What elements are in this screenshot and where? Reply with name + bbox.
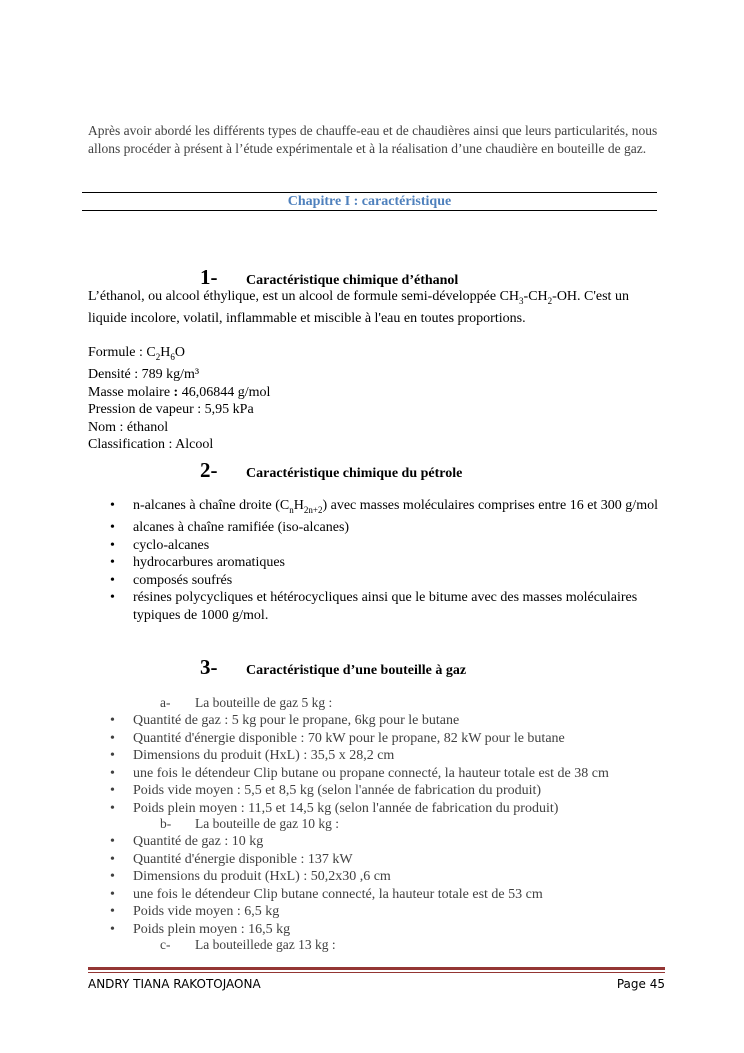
ethanol-molar-mass: Masse molaire : 46,06844 g/mol <box>88 384 271 400</box>
subsection-c-heading: c- La bouteillede gaz 13 kg : <box>160 937 336 952</box>
list-item: • Poids plein moyen : 11,5 et 14,5 kg (selon l'année de fabrication du produit) <box>108 800 668 818</box>
footer-rule-thin <box>88 972 665 973</box>
section-1-heading <box>200 265 458 290</box>
ethanol-density: Densité : 789 kg/m³ <box>88 367 200 383</box>
footer-page-number: Page 45 <box>616 977 665 991</box>
section-2-title: Caractéristique chimique du pétrole <box>246 466 463 481</box>
list-item: • résines polycycliques et hétérocycliques ainsi que le bitume avec des masses moléculaires typiques de 1000 g/mol. <box>108 589 663 624</box>
chapter-top-rule <box>82 192 657 193</box>
subsection-a-heading: a- La bouteille de gaz 5 kg : <box>160 695 333 710</box>
section-3-number: 3- <box>200 655 218 679</box>
list-item: • Quantité d'énergie disponible : 70 kW pour le propane, 82 kW pour le butane <box>108 730 668 748</box>
petrol-list <box>108 497 663 624</box>
list-item: • Dimensions du produit (HxL) : 35,5 x 28,2 cm <box>108 747 668 765</box>
subsection-b-heading: b- La bouteille de gaz 10 kg : <box>160 816 339 831</box>
bottle-10kg-list <box>108 833 668 938</box>
list-item: • Dimensions du produit (HxL) : 50,2x30 ,6 cm <box>108 868 668 886</box>
list-item: • n-alcanes à chaîne droite $(C_nH_{2n+2})$ avec masses moléculaires comprises entre 16 et 300 g/mol <box>108 497 663 519</box>
list-item: • Poids vide moyen : 6,5 kg <box>108 903 668 921</box>
list-item: • hydrocarbures aromatiques <box>108 554 663 572</box>
list-item: • une fois le détendeur Clip butane connecté, la hauteur totale est de 53 cm <box>108 886 668 904</box>
list-item: • alcanes à chaîne ramifiée (iso-alcanes) <box>108 519 663 537</box>
list-item: • Quantité de gaz : 5 kg pour le propane, 6kg pour le butane <box>108 712 668 730</box>
section-1-body <box>88 288 663 454</box>
footer-rule-thick <box>88 967 665 970</box>
footer-author: ANDRY TIANA RAKOTOJAONA <box>88 977 261 991</box>
chapter-bottom-rule <box>82 210 657 211</box>
ethanol-vapor-pressure: Pression de vapeur : 5,95 kPa <box>88 402 254 418</box>
section-2-number: 2- <box>200 458 218 482</box>
section-3-heading <box>200 655 466 680</box>
ethanol-classification: Classification : Alcool <box>88 437 214 453</box>
list-item: • Quantité d'énergie disponible : 137 kW <box>108 851 668 869</box>
section-1-number: 1- <box>200 265 218 289</box>
ethanol-formula: Formule : $C_2H_6O$ <box>88 344 185 362</box>
section-3-title: Caractéristique d’une bouteille à gaz <box>246 663 467 678</box>
list-item: • Poids vide moyen : 5,5 et 8,5 kg (selon l'année de fabrication du produit) <box>108 782 668 800</box>
list-item: • cyclo-alcanes <box>108 537 663 555</box>
ethanol-name: Nom : éthanol <box>88 419 169 435</box>
list-item: • composés soufrés <box>108 572 663 590</box>
section-1-title: Caractéristique chimique d’éthanol <box>246 273 459 288</box>
section-2-heading <box>200 458 462 483</box>
list-item: • Quantité de gaz : 10 kg <box>108 833 668 851</box>
chapter-title: Chapitre I : caractéristique <box>287 194 452 209</box>
list-item: • Poids plein moyen : 16,5 kg <box>108 921 668 939</box>
intro-paragraph: Après avoir abordé les différents types de chauffe-eau et de chaudières ainsi que leurs particularités, nous allons procéder à présent à l’étude expérimentale et à la réalisation d’une chaudière en bouteille de gaz. <box>88 123 658 156</box>
list-item: • une fois le détendeur Clip butane ou propane connecté, la hauteur totale est de 38 cm <box>108 765 668 783</box>
ethanol-description: L’éthanol, ou alcool éthylique, est un alcool de formule semi-développée $CH_3-CH_2-OH$. C'est un liquide incolore, volatil, inflammable et miscible à l'eau en toutes proportions. <box>88 289 629 327</box>
bottle-5kg-list <box>108 712 668 817</box>
